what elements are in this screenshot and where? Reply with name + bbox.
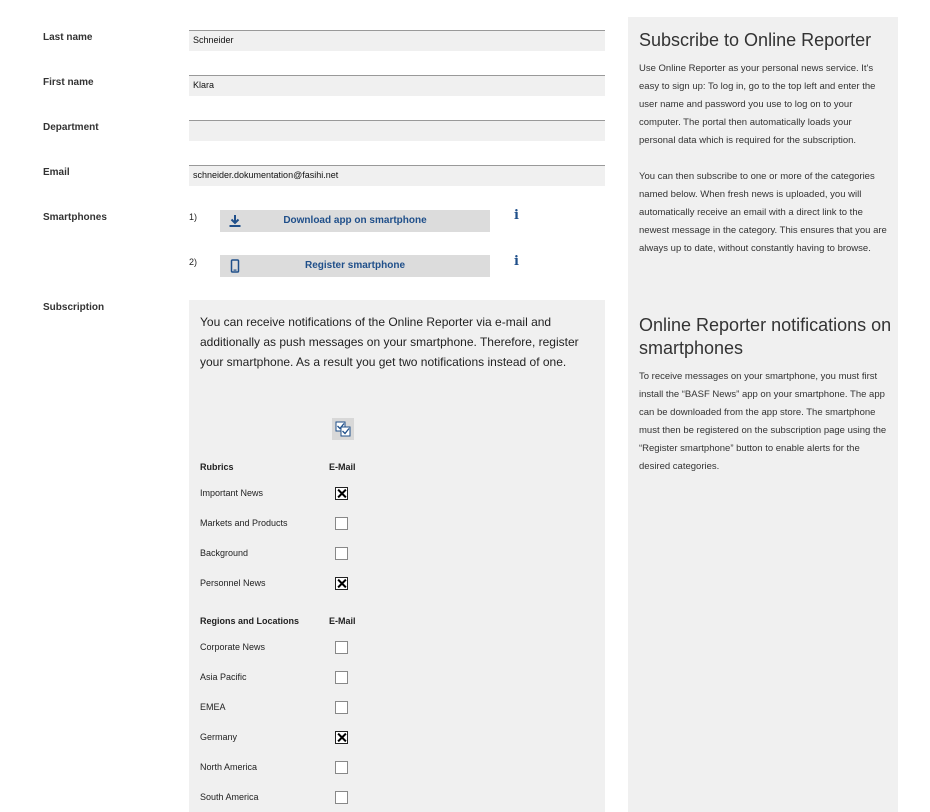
download-icon [228,210,242,232]
first-name-label: First name [43,77,94,88]
rubric-checkbox[interactable] [335,487,348,500]
region-checkbox[interactable] [335,701,348,714]
sidebar-text-categories: You can then subscribe to one or more of the categories named below. When fresh news is uploaded, you will automatically receive an email with a direct link to the newest message in the category. This ensures that you are always up to date, without constantly having to browse. [639,171,887,254]
info-sidebar [628,17,898,812]
last-name-field[interactable]: Schneider [189,30,605,51]
info-icon[interactable]: i [514,208,519,223]
rubric-label: Background [200,548,249,558]
regions-header: Regions and Locations [200,616,300,626]
smartphones-label: Smartphones [43,212,107,223]
rubrics-header: Rubrics [200,462,234,472]
download-app-label: Download app on smartphone [283,215,427,226]
sidebar-text-notifications: To receive messages on your smartphone, you must first install the “BASF News” app on your smartphone. The app can be downloaded from the app store. The smartphone must then be registered on the subscription page using the “Register smartphone” button to enable alerts for the desired categories. [639,371,887,472]
region-label: Corporate News [200,642,266,652]
region-label: South America [200,792,259,802]
rubric-checkbox[interactable] [335,547,348,560]
rubric-checkbox[interactable] [335,517,348,530]
register-smartphone-label: Register smartphone [304,260,406,271]
region-label: Germany [200,732,238,742]
subscription-panel [189,300,605,812]
select-all-icon[interactable] [332,418,354,440]
smartphone-icon [228,255,242,277]
first-name-field[interactable]: Klara [189,75,605,96]
rubric-checkbox[interactable] [335,577,348,590]
region-checkbox[interactable] [335,641,348,654]
region-checkbox[interactable] [335,671,348,684]
email-field[interactable]: schneider.dokumentation@fasihi.net [189,165,605,186]
subscription-intro: You can receive notifications of the Online Reporter via e-mail and additionally as push messages on your smartphone. Therefore, register your smartphone. As a result you get two notifications instead of one. [200,315,579,369]
download-app-button[interactable] [220,210,490,232]
sidebar-title-subscribe: Subscribe to Online Reporter [639,30,872,50]
region-label: Asia Pacific [200,672,247,682]
step-number-2: 2) [189,257,198,267]
department-field[interactable] [189,120,605,141]
regions-email-header: E-Mail [329,616,356,626]
region-label: EMEA [200,702,226,712]
region-checkbox[interactable] [335,731,348,744]
rubric-label: Markets and Products [200,518,288,528]
sidebar-title-notifications: Online Reporter notifications on smartphones [639,315,892,358]
info-icon[interactable]: i [514,254,519,269]
subscription-label: Subscription [43,302,105,313]
rubric-label: Personnel News [200,578,266,588]
department-label: Department [43,122,99,133]
rubrics-email-header: E-Mail [329,462,356,472]
region-checkbox[interactable] [335,791,348,804]
region-checkbox[interactable] [335,761,348,774]
rubric-label: Important News [200,488,264,498]
email-label: Email [43,167,70,178]
sidebar-text-intro: Use Online Reporter as your personal news service. It's easy to sign up: To log in, go to the top left and enter the user name and password you use to log on to your computer. The portal then automatically loads your personal data which is required for the subscription. [639,63,876,146]
last-name-label: Last name [43,32,93,43]
step-number-1: 1) [189,212,198,222]
register-smartphone-button[interactable] [220,255,490,277]
region-label: North America [200,762,258,772]
